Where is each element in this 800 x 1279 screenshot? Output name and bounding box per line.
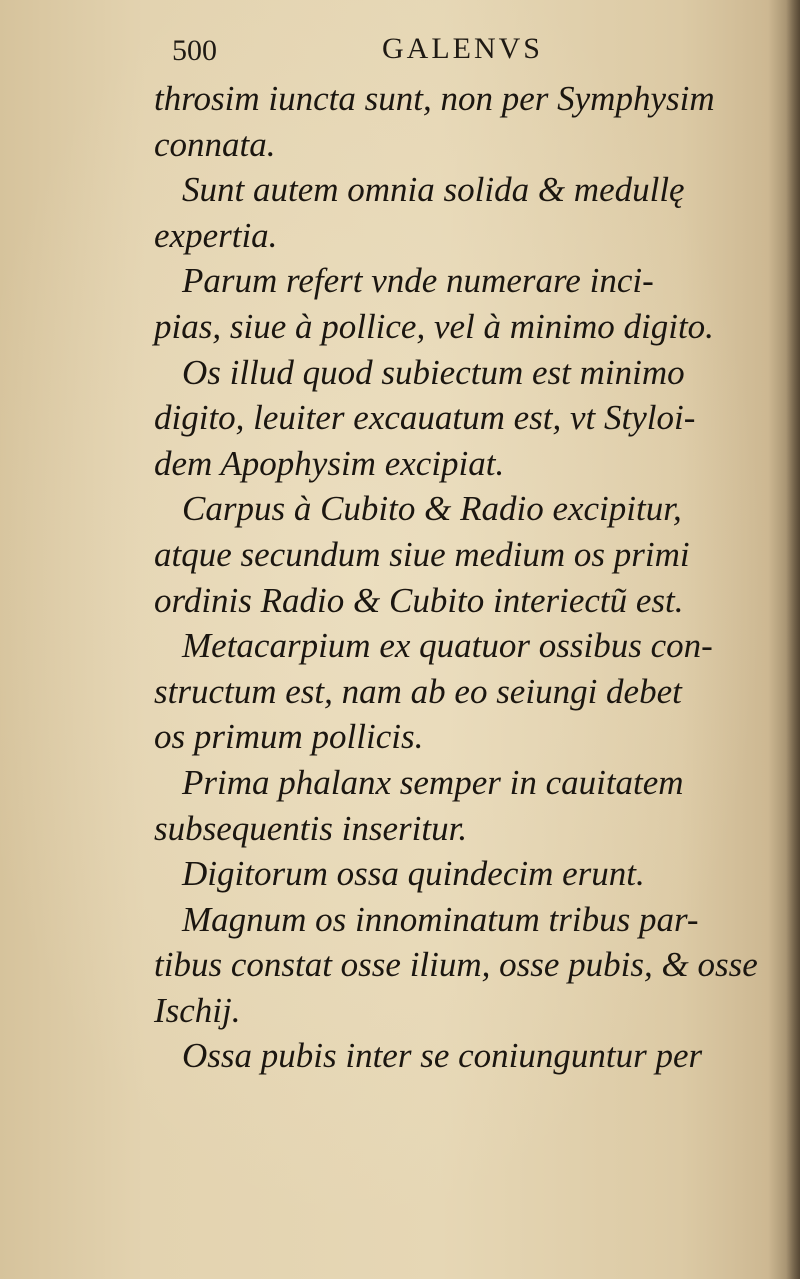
body-text <box>140 76 780 1079</box>
page-number: 500 <box>172 34 217 67</box>
text-line: atque secundum siue medium os primi <box>154 534 690 574</box>
text-line: ordinis Radio & Cubito interiectũ est. <box>154 580 684 620</box>
text-line: structum est, nam ab eo seiungi debet <box>154 671 682 711</box>
text-line: Metacarpium ex quatuor ossibus con- <box>182 626 713 666</box>
text-line: digito, leuiter excauatum est, vt Styloi- <box>154 398 696 438</box>
text-line: Magnum os innominatum tribus par- <box>182 899 699 939</box>
text-line: connata. <box>154 124 276 164</box>
text-line: Sunt autem omnia solida & medullę <box>182 170 685 210</box>
text-line: Parum refert vnde numerare inci- <box>182 261 654 301</box>
text-line: os primum pollicis. <box>154 717 424 757</box>
page-header <box>172 30 592 70</box>
text-line: pias, siue à pollice, vel à minimo digito. <box>154 306 714 346</box>
text-line: Ossa pubis inter se coniunguntur per <box>182 1036 703 1076</box>
text-line: Carpus à Cubito & Radio excipitur, <box>182 489 682 529</box>
running-head: GALENVS <box>382 32 543 65</box>
text-line: Ischij. <box>154 990 241 1030</box>
text-line: expertia. <box>154 215 278 255</box>
text-line: Os illud quod subiectum est minimo <box>182 352 685 392</box>
text-line: subsequentis inseritur. <box>154 808 468 848</box>
page-edge-shadow <box>786 0 800 1279</box>
text-line: tibus constat osse ilium, osse pubis, & osse <box>154 945 758 985</box>
text-line: Digitorum ossa quindecim erunt. <box>182 854 645 894</box>
text-line: throsim iuncta sunt, non per Symphysim <box>154 79 715 118</box>
text-line: dem Apophysim excipiat. <box>154 443 505 483</box>
text-line: Prima phalanx semper in cauitatem <box>182 762 684 802</box>
